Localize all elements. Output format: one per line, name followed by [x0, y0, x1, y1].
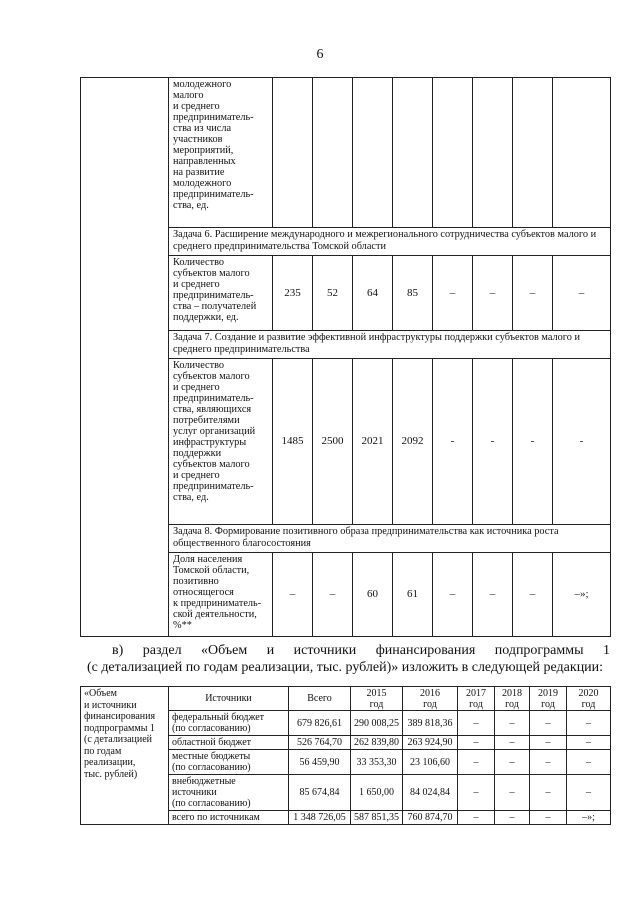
- finance-table: [80, 686, 611, 825]
- indicator-name-line: и среднего: [173, 279, 220, 290]
- indicator-name-line: молодежного: [173, 178, 232, 189]
- indicator-value: -: [513, 359, 553, 525]
- finance-value-y2015: 587 851,35: [351, 811, 403, 825]
- indicator-name-line: инфраструктуры: [173, 437, 247, 448]
- indicator-name-line: малого: [173, 90, 204, 101]
- indicator-name-line: предприниматель-: [173, 112, 254, 123]
- header-year-unit: год: [541, 698, 555, 710]
- finance-label-line: и источники: [84, 699, 137, 711]
- header-year: [403, 687, 458, 711]
- header-year-unit: год: [369, 698, 384, 710]
- finance-value-y2016: 760 874,70: [403, 811, 458, 825]
- header-year-number: 2020: [578, 687, 599, 699]
- header-year-unit: год: [469, 698, 483, 710]
- indicator-value: –: [473, 256, 513, 331]
- indicator-value: –: [433, 553, 473, 637]
- header-year-number: 2018: [502, 687, 522, 699]
- indicator-name-line: ской деятельности,: [173, 609, 257, 620]
- indicator-value: [433, 78, 473, 228]
- indicator-name-line: субъектов малого: [173, 268, 250, 279]
- finance-label-line: тыс. рублей): [84, 768, 138, 780]
- indicator-name-line: молодежного: [173, 79, 232, 90]
- finance-value-total: 56 459,90: [289, 750, 351, 775]
- indicator-value: –: [433, 256, 473, 331]
- header-year-unit: год: [581, 698, 596, 710]
- indicator-name-line: ства – получателей: [173, 301, 257, 312]
- indicator-name: [169, 553, 273, 637]
- finance-source-line: областной бюджет: [172, 737, 252, 748]
- indicator-name-line: поддержки: [173, 448, 222, 459]
- indicator-name-line: Количество: [173, 360, 225, 371]
- indicators-left-blank-column: [81, 78, 169, 637]
- finance-source-line: федеральный бюджет: [172, 712, 265, 723]
- finance-label-line: (с детализацией: [84, 734, 153, 745]
- finance-value-y2018: –: [495, 750, 530, 775]
- indicator-value: [513, 78, 553, 228]
- finance-source-line: (по согласованию): [172, 723, 251, 734]
- indicator-value: 1485: [273, 359, 313, 525]
- indicator-name-line: позитивно: [173, 576, 219, 587]
- indicator-name: [169, 359, 273, 525]
- finance-source-line: внебюджетные: [172, 776, 236, 787]
- finance-source-line: всего по источникам: [172, 812, 260, 823]
- indicator-value: -: [433, 359, 473, 525]
- finance-value-y2020: –: [567, 711, 611, 736]
- indicator-value: 235: [273, 256, 313, 331]
- finance-value-y2016: 84 024,84: [403, 775, 458, 811]
- header-year: [567, 687, 611, 711]
- finance-value-y2020: –: [567, 775, 611, 811]
- indicator-name: [169, 256, 273, 331]
- indicator-name-line: и среднего: [173, 382, 220, 393]
- indicator-value: –: [273, 553, 313, 637]
- finance-value-y2018: –: [495, 736, 530, 750]
- indicator-name-line: субъектов малого: [173, 459, 250, 470]
- finance-value-y2017: –: [458, 811, 495, 825]
- indicator-name-line: субъектов малого: [173, 371, 250, 382]
- indicator-name-line: Доля населения: [173, 554, 243, 565]
- finance-source-line: источники: [172, 787, 217, 798]
- finance-value-y2017: –: [458, 736, 495, 750]
- finance-source: [169, 811, 289, 825]
- indicator-value: –: [513, 256, 553, 331]
- header-year-unit: год: [423, 698, 437, 710]
- finance-source-line: (по согласованию): [172, 762, 251, 773]
- finance-value-total: 1 348 726,05: [289, 811, 351, 825]
- header-year: [495, 687, 530, 711]
- indicator-value: 52: [313, 256, 353, 331]
- header-year-number: 2015: [366, 687, 387, 699]
- indicator-name-line: поддержки, ед.: [173, 312, 239, 323]
- finance-value-y2015: 262 839,80: [351, 736, 403, 750]
- finance-value-y2015: 1 650,00: [351, 775, 403, 811]
- indicator-name-line: и среднего: [173, 470, 220, 481]
- finance-value-y2019: –: [530, 711, 567, 736]
- finance-value-y2020: –: [567, 736, 611, 750]
- finance-label-line: по годам: [84, 745, 122, 757]
- indicator-name-line: участников: [173, 134, 223, 145]
- finance-value-y2017: –: [458, 775, 495, 811]
- indicator-value: –: [473, 553, 513, 637]
- header-year-number: 2017: [466, 687, 486, 699]
- task-title: Задача 7. Создание и развитие эффективной инфраструктуры поддержки субъектов малого и среднего предпринимательства: [169, 331, 611, 359]
- indicator-value: 85: [393, 256, 433, 331]
- finance-value-y2019: –: [530, 736, 567, 750]
- finance-source: [169, 750, 289, 775]
- indicators-table: [80, 77, 611, 637]
- indicator-value: 2500: [313, 359, 353, 525]
- header-year: [458, 687, 495, 711]
- instruction-paragraph-line2: (с детализацией по годам реализации, тыс. рублей)» изложить в следующей редакции:: [86, 660, 604, 675]
- indicator-name-line: Количество: [173, 257, 225, 268]
- finance-value-y2020: –»;: [567, 811, 611, 825]
- indicator-row: [81, 78, 611, 228]
- indicator-value: –: [553, 256, 611, 331]
- indicator-name-line: и среднего: [173, 101, 220, 112]
- finance-value-y2019: –: [530, 750, 567, 775]
- indicator-value: [553, 78, 611, 228]
- indicator-value: -: [553, 359, 611, 525]
- indicator-name-line: %**: [173, 620, 192, 631]
- indicator-value: 2092: [393, 359, 433, 525]
- finance-value-y2017: –: [458, 711, 495, 736]
- indicator-value: –: [513, 553, 553, 637]
- indicator-value: –: [313, 553, 353, 637]
- indicator-name-line: ства из числа: [173, 123, 232, 134]
- header-year-unit: год: [505, 698, 519, 710]
- finance-header-row: [81, 687, 611, 711]
- finance-source-line: местные бюджеты: [172, 751, 251, 762]
- indicator-value: [473, 78, 513, 228]
- header-year-number: 2019: [538, 687, 558, 699]
- finance-source: [169, 775, 289, 811]
- header-total: Всего: [289, 687, 351, 711]
- indicator-name-line: на развитие: [173, 167, 225, 178]
- finance-source: [169, 736, 289, 750]
- finance-value-y2016: 23 106,60: [403, 750, 458, 775]
- finance-value-y2019: –: [530, 775, 567, 811]
- finance-value-y2020: –: [567, 750, 611, 775]
- indicator-value: 61: [393, 553, 433, 637]
- finance-value-y2016: 389 818,36: [403, 711, 458, 736]
- indicator-name-line: ства, ед.: [173, 492, 209, 503]
- finance-section-label: [81, 687, 169, 825]
- instruction-paragraph-line1: в) раздел «Объем и источники финансирования подпрограммы 1: [112, 643, 610, 658]
- indicator-value: [393, 78, 433, 228]
- indicator-name-line: предприниматель-: [173, 290, 254, 301]
- indicator-value: -: [473, 359, 513, 525]
- finance-label-line: финансирования: [84, 711, 156, 722]
- indicator-value: 2021: [353, 359, 393, 525]
- indicator-name-line: предприниматель-: [173, 481, 254, 492]
- indicator-value: [273, 78, 313, 228]
- finance-label-line: подпрограммы 1: [84, 722, 155, 734]
- finance-value-y2018: –: [495, 711, 530, 736]
- finance-value-y2019: –: [530, 811, 567, 825]
- finance-source: [169, 711, 289, 736]
- header-sources: Источники: [169, 687, 289, 711]
- indicator-value: 60: [353, 553, 393, 637]
- indicator-name-line: относящегося: [173, 587, 234, 598]
- finance-value-y2018: –: [495, 775, 530, 811]
- finance-value-y2016: 263 924,90: [403, 736, 458, 750]
- indicator-value: –»;: [553, 553, 611, 637]
- header-year: [530, 687, 567, 711]
- finance-source-line: (по согласованию): [172, 798, 251, 809]
- indicator-name-line: потребителями: [173, 415, 240, 426]
- indicator-name-line: направленных: [173, 156, 236, 167]
- finance-value-y2015: 290 008,25: [351, 711, 403, 736]
- indicator-name-line: Томской области,: [173, 565, 250, 576]
- finance-value-total: 526 764,70: [289, 736, 351, 750]
- indicator-value: 64: [353, 256, 393, 331]
- indicator-name-line: предприниматель-: [173, 189, 254, 200]
- indicator-value: [353, 78, 393, 228]
- indicator-name-line: к предприниматель-: [173, 598, 262, 609]
- indicator-name-line: ства, ед.: [173, 200, 209, 211]
- finance-value-y2015: 33 353,30: [351, 750, 403, 775]
- header-year: [351, 687, 403, 711]
- indicator-name-line: услуг организаций: [173, 426, 256, 437]
- finance-label-line: реализации,: [84, 757, 136, 768]
- finance-value-y2018: –: [495, 811, 530, 825]
- task-title: Задача 6. Расширение международного и межрегионального сотрудничества субъектов малого и среднего предпринимательства Томской области: [169, 228, 611, 256]
- header-year-number: 2016: [420, 687, 440, 699]
- indicator-name-line: мероприятий,: [173, 145, 234, 156]
- task-title: Задача 8. Формирование позитивного образа предпринимательства как источника роста общественного благосостояния: [169, 525, 611, 553]
- indicator-name: [169, 78, 273, 228]
- finance-label-line: «Объем: [84, 688, 117, 699]
- finance-value-total: 85 674,84: [289, 775, 351, 811]
- finance-value-total: 679 826,61: [289, 711, 351, 736]
- page-number: 6: [316, 47, 324, 62]
- indicator-name-line: ства, являющихся: [173, 404, 252, 415]
- indicator-value: [313, 78, 353, 228]
- indicator-name-line: предприниматель-: [173, 393, 254, 404]
- finance-value-y2017: –: [458, 750, 495, 775]
